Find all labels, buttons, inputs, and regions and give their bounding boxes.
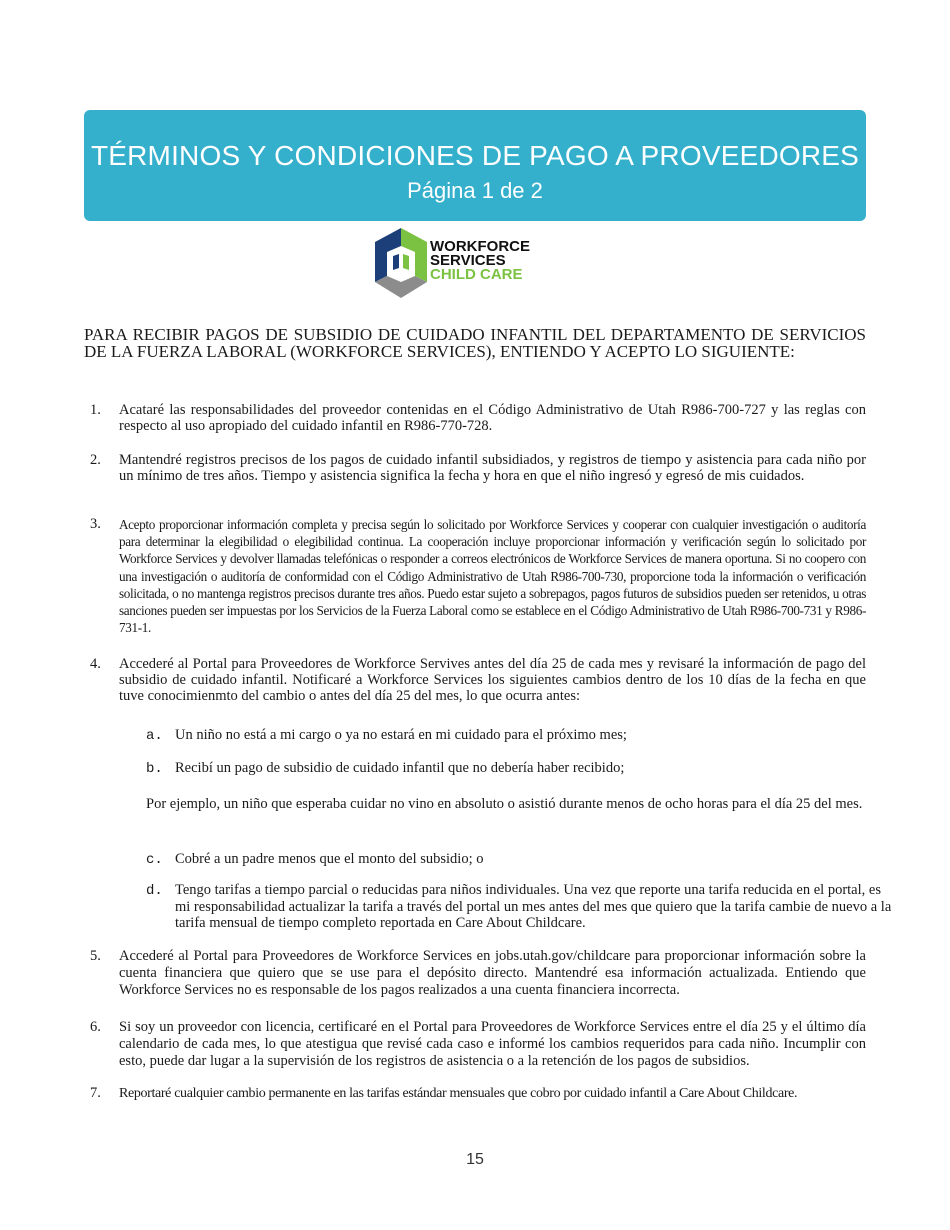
sub-list-item: c. Cobré a un padre menos que el monto del subsidio; o	[146, 851, 484, 868]
logo-mark-icon	[373, 224, 429, 302]
sub-list-item: a. Un niño no está a mi cargo o ya no estará en mi cuidado para el próximo mes;	[146, 727, 627, 744]
list-item: 5. Accederé al Portal para Proveedores de Workforce Services en jobs.utah.gov/childcare para proporcionar información sobre la cuenta financiera que quiero que se use para el depósito directo. Mantendré esa información actualizada. Entiendo que Workforce Services no es responsable de los pagos realizados a una cuenta financiera incorrecta.	[90, 948, 866, 998]
list-item: 1. Acataré las responsabilidades del proveedor contenidas en el Código Administrativo de Utah R986-700-727 y las reglas con respecto al uso apropiado del cuidado infantil en R986-770-728.	[90, 402, 866, 434]
title-banner	[84, 110, 866, 221]
workforce-services-logo	[373, 224, 583, 302]
example-note: Por ejemplo, un niño que esperaba cuidar no vino en absoluto o asistió durante menos de ocho horas para el día 25 del mes.	[146, 796, 863, 812]
list-item: 3. Acepto proporcionar información completa y precisa según lo solicitado por Workforce Services y cooperar con cualquier investigación o auditoría para determinar la elegibilidad o elegibilidad continua. La cooperación incluye proporcionar información y verificación según lo solicitado por Workforce Services y devolver llamadas telefónicas o responder a correos electrónicos de Workforce Services de manera oportuna. Si no coopero con una investigación o auditoría de conformidad con el Código Administrativo de Utah R986-700-730, proporcione toda la información o verificación solicitada, o no mantenga registros precisos durante tres años. Puedo estar sujeto a sobrepagos, pagos futuros de subsidios pueden ser retenidos, u otras sanciones pueden ser impuestas por los Servicios de la Fuerza Laboral como se establece en el Código Administrativo de Utah R986-700-731 y R986-731-1.	[90, 516, 866, 636]
logo-wordmark: WORKFORCE SERVICES CHILD CARE	[430, 238, 530, 283]
list-item: 2. Mantendré registros precisos de los pagos de cuidado infantil subsidiados, y registros de tiempo y asistencia para cada niño por un mínimo de tres años. Tiempo y asistencia significa la fecha y hora en que el niño ingresó y egresó de mis cuidados.	[90, 452, 866, 484]
list-item: 4. Accederé al Portal para Proveedores de Workforce Servives antes del día 25 de cada mes y revisaré la información de pago del subsidio de cuidado infantil. Notificaré a Workforce Services los siguientes cambios dentro de los 10 días de la fecha en que tuve conocimienmto del cambio o antes del día 25 del mes, lo que ocurra antes:	[90, 656, 866, 704]
sub-list-item: d. Tengo tarifas a tiempo parcial o reducidas para niños individuales. Una vez que reporte una tarifa reducida en el portal, es mi responsabilidad actualizar la tarifa a través del portal un mes antes del mes que quiero que la tarifa cambie de nuevo a la tarifa mensual de tiempo completo reportada en Care About Childcare.	[146, 882, 892, 931]
page-number: 15	[466, 1151, 484, 1168]
list-item: 7. Reportaré cualquier cambio permanente en las tarifas estándar mensuales que cobro por cuidado infantil a Care About Childcare.	[90, 1085, 798, 1101]
sub-list-item: b. Recibí un pago de subsidio de cuidado infantil que no debería haber recibido;	[146, 760, 625, 777]
list-item: 6. Si soy un proveedor con licencia, certificaré en el Portal para Proveedores de Workforce Services entre el día 25 y el último día calendario de cada mes, lo que atestigua que revisé cada caso e informé los cambios requeridos para cada niño. Incumplir con esto, puede dar lugar a la supervisión de los registros de asistencia o a la retención de los pagos de subsidios.	[90, 1019, 866, 1069]
intro-heading: PARA RECIBIR PAGOS DE SUBSIDIO DE CUIDADO INFANTIL DEL DEPARTAMENTO DE SERVICIOS DE LA FUERZA LABORAL (WORKFORCE SERVICES), ENTIENDO Y ACEPTO LO SIGUIENTE:	[84, 325, 866, 361]
document-title: TÉRMINOS Y CONDICIONES DE PAGO A PROVEEDORES	[90, 140, 860, 171]
page-indicator: Página 1 de 2	[407, 178, 543, 203]
